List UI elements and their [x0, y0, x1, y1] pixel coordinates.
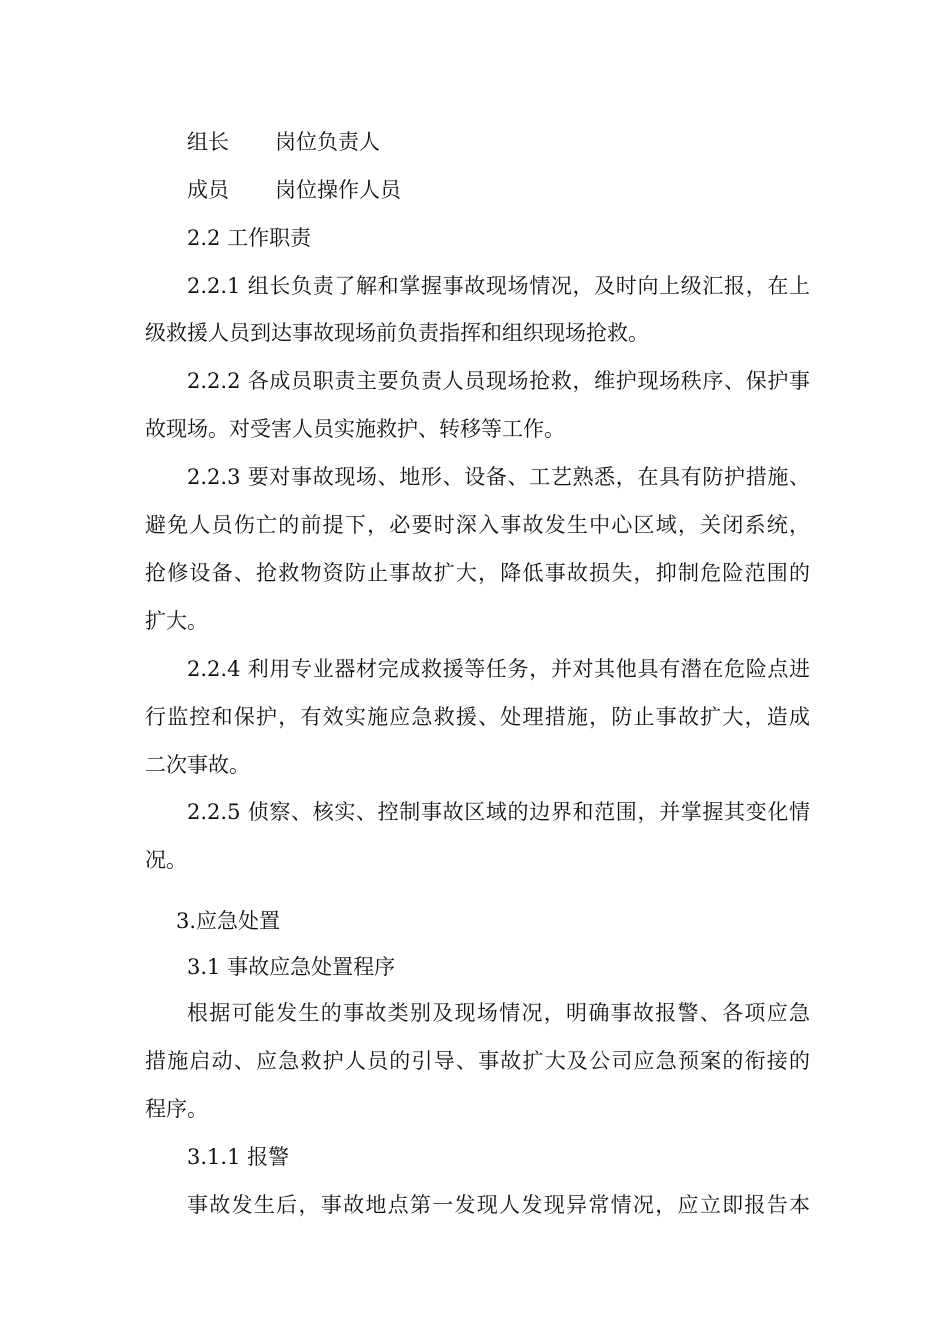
role-member — [187, 175, 810, 205]
paragraph-line: 根据可能发生的事故类别及现场情况，明确事故报警、各项应急 — [187, 1001, 810, 1025]
paragraph-line: 事故发生后，事故地点第一发现人发现异常情况，应立即报告本 — [187, 1193, 810, 1217]
section-heading-3: 3.应急处置 — [176, 909, 281, 933]
paragraph-line: 况。 — [145, 848, 187, 872]
role-desc: 岗位负责人 — [275, 130, 380, 154]
paragraph-line: 避免人员伤亡的前提下，必要时深入事故发生中心区域，关闭系统， — [145, 513, 810, 537]
paragraph-line: 2.2.4 利用专业器材完成救援等任务，并对其他具有潜在危险点进 — [187, 657, 810, 681]
paragraph-line: 二次事故。 — [145, 753, 250, 777]
section-heading-2-2: 2.2 工作职责 — [187, 226, 312, 250]
role-desc: 岗位操作人员 — [275, 178, 401, 202]
paragraph-line: 故现场。对受害人员实施救护、转移等工作。 — [145, 417, 565, 441]
section-heading-3-1-1: 3.1.1 报警 — [187, 1145, 290, 1169]
paragraph-line: 2.2.3 要对事故现场、地形、设备、工艺熟悉，在具有防护措施、 — [187, 465, 810, 489]
paragraph-line: 2.2.2 各成员职责主要负责人员现场抢救，维护现场秩序、保护事 — [187, 369, 810, 393]
paragraph-line: 行监控和保护，有效实施应急救援、处理措施，防止事故扩大，造成 — [145, 705, 810, 729]
paragraph-line: 扩大。 — [145, 609, 208, 633]
section-heading-3-1: 3.1 事故应急处置程序 — [187, 955, 396, 979]
role-leader — [187, 127, 810, 157]
paragraph-line: 级救援人员到达事故现场前负责指挥和组织现场抢救。 — [145, 321, 649, 345]
paragraph-line: 程序。 — [145, 1097, 208, 1121]
role-title: 成员 — [187, 178, 229, 202]
paragraph-line: 措施启动、应急救护人员的引导、事故扩大及公司应急预案的衔接的 — [145, 1049, 810, 1073]
paragraph-line: 抢修设备、抢救物资防止事故扩大，降低事故损失，抑制危险范围的 — [145, 561, 810, 585]
paragraph-line: 2.2.5 侦察、核实、控制事故区域的边界和范围，并掌握其变化情 — [187, 800, 810, 824]
paragraph-line: 2.2.1 组长负责了解和掌握事故现场情况，及时向上级汇报，在上 — [187, 274, 810, 298]
role-title: 组长 — [187, 130, 229, 154]
